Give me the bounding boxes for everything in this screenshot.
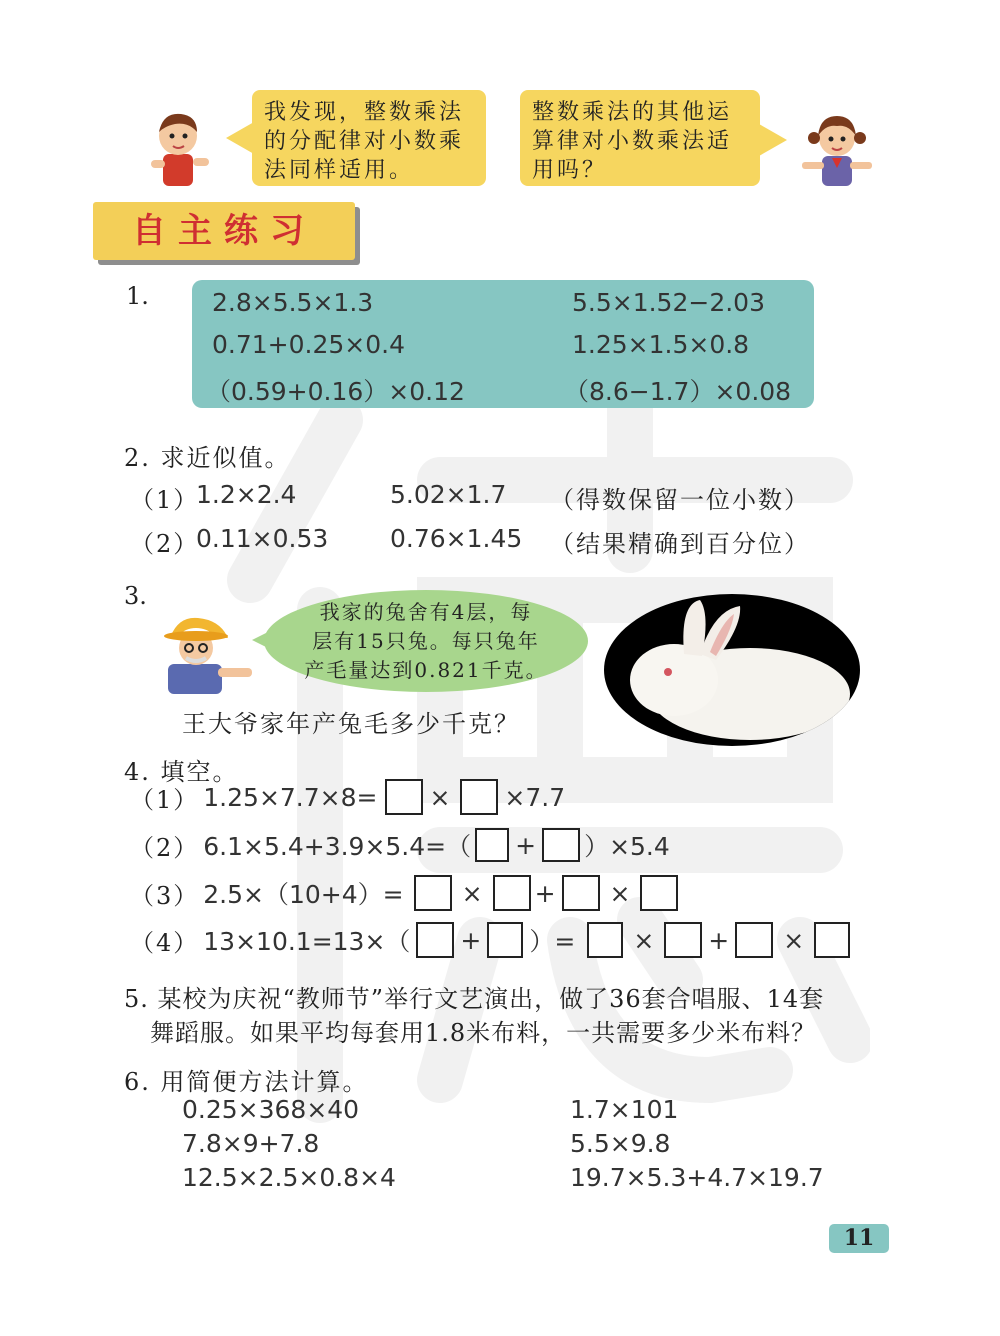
answer-blank[interactable] (562, 875, 600, 911)
girl-bubble-tail (759, 124, 787, 156)
answer-blank[interactable] (475, 828, 509, 862)
answer-blank[interactable] (640, 875, 678, 911)
q4-row4-part: + (460, 925, 482, 955)
q2-row2-expr-b: 0.76×1.45 (390, 524, 523, 553)
answer-blank[interactable] (587, 922, 623, 958)
q1-number: 1. (126, 282, 149, 310)
grandpa-cartoon (158, 612, 258, 694)
q6-expr: 0.25×368×40 (182, 1095, 360, 1124)
q6-expr: 1.7×101 (570, 1095, 679, 1124)
boy-bubble-line: 法同样适用。 (264, 158, 415, 183)
boy-bubble-line: 我发现，整数乘法 (264, 100, 465, 125)
girl-speech-bubble (520, 90, 760, 186)
q3-speech-bubble (264, 590, 588, 692)
boy-cartoon (145, 108, 215, 188)
answer-blank[interactable] (814, 922, 850, 958)
q5-line1: 5. 某校为庆祝“教师节”举行文艺演出，做了36套合唱服、14套 (124, 985, 825, 1013)
q2-row2-expr-a: 0.11×0.53 (196, 524, 329, 553)
q4-row4-part: 13×10.1=13×（ (203, 927, 411, 956)
q2-row1-label: （1） (130, 486, 200, 514)
q1-expr: （8.6−1.7）×0.08 (564, 377, 792, 406)
q1-expr: （0.59+0.16）×0.12 (206, 377, 465, 406)
q4-row1-part: × (429, 782, 451, 812)
q4-row2-part: 6.1×5.4+3.9×5.4=（ (203, 832, 472, 861)
q4-row2-part: ）×5.4 (584, 832, 670, 861)
q1-expr: 0.71+0.25×0.4 (212, 330, 405, 359)
answer-blank[interactable] (735, 922, 773, 958)
answer-blank[interactable] (416, 922, 454, 958)
q5-line2: 舞蹈服。如果平均每套用1.8米布料，一共需要多少米布料？ (150, 1019, 817, 1047)
q4-row3 (130, 874, 678, 912)
q4-row4-part: + (708, 925, 730, 955)
boy-bubble-line: 的分配律对小数乘 (264, 129, 465, 154)
rabbit-image (604, 594, 860, 746)
page-number: 11 (829, 1224, 889, 1253)
q4-row1-part: ×7.7 (504, 782, 566, 812)
q3-speech-line: 产毛量达到0.821千克。 (304, 658, 548, 682)
boy-bubble-tail (226, 122, 254, 154)
girl-bubble-line: 整数乘法的其他运 (532, 100, 733, 125)
q1-expr: 1.25×1.5×0.8 (572, 330, 750, 359)
q4-row2 (130, 826, 670, 864)
q4-row2-label: （2） (130, 833, 200, 862)
q4-row1-part: 1.25×7.7×8= (203, 782, 378, 812)
rabbit-photo (604, 594, 860, 746)
q2-row1-expr-b: 5.02×1.7 (390, 480, 507, 509)
answer-blank[interactable] (493, 875, 531, 911)
q4-row4-part: ）= (529, 927, 576, 956)
answer-blank[interactable] (460, 779, 498, 815)
q3-number: 3. (124, 582, 147, 610)
q3-question: 王大爷家年产兔毛多少千克？ (182, 710, 520, 738)
q4-row3-part: + (534, 878, 556, 908)
q1-expression-box (192, 280, 814, 408)
q4-row4-part: × (633, 925, 655, 955)
answer-blank[interactable] (487, 922, 523, 958)
q4-row2-part: + (515, 830, 537, 860)
girl-cartoon (796, 108, 878, 188)
q3-speech-line: 层有15只兔。每只兔年 (312, 629, 540, 653)
q2-title: 2. 求近似值。 (124, 444, 291, 472)
answer-blank[interactable] (664, 922, 702, 958)
q4-row3-part: × (461, 878, 483, 908)
answer-blank[interactable] (414, 875, 452, 911)
q4-row1 (130, 778, 565, 816)
q6-expr: 5.5×9.8 (570, 1129, 671, 1158)
girl-bubble-line: 算律对小数乘法适 (532, 129, 733, 154)
section-title-banner (93, 202, 355, 260)
q6-expr: 19.7×5.3+4.7×19.7 (570, 1163, 824, 1192)
q4-row3-part: × (609, 878, 631, 908)
q4-row3-part: 2.5×（10+4）= (203, 880, 404, 909)
q1-expr: 5.5×1.52−2.03 (572, 288, 765, 317)
q6-title: 6. 用简便方法计算。 (124, 1068, 369, 1096)
q2-row1-note: （得数保留一位小数） (550, 486, 810, 514)
q4-title: 4. 填空。 (124, 758, 239, 786)
q4-row4-label: （4） (130, 928, 200, 957)
answer-blank[interactable] (385, 779, 423, 815)
boy-speech-bubble (252, 90, 486, 186)
q3-speech-line: 我家的兔舍有4层，每 (319, 600, 533, 624)
q2-row1-expr-a: 1.2×2.4 (196, 480, 297, 509)
section-title: 自主练习 (132, 211, 316, 251)
q2-row2-note: （结果精确到百分位） (550, 530, 810, 558)
q4-row1-label: （1） (130, 785, 200, 814)
q6-expr: 12.5×2.5×0.8×4 (182, 1163, 396, 1192)
girl-bubble-line: 用吗？ (532, 158, 608, 183)
q4-row3-label: （3） (130, 881, 200, 910)
answer-blank[interactable] (542, 828, 580, 862)
q2-row2-label: （2） (130, 530, 200, 558)
q1-expr: 2.8×5.5×1.3 (212, 288, 374, 317)
q6-expr: 7.8×9+7.8 (182, 1129, 320, 1158)
q4-row4-part: × (783, 925, 805, 955)
q4-row4 (130, 921, 850, 959)
